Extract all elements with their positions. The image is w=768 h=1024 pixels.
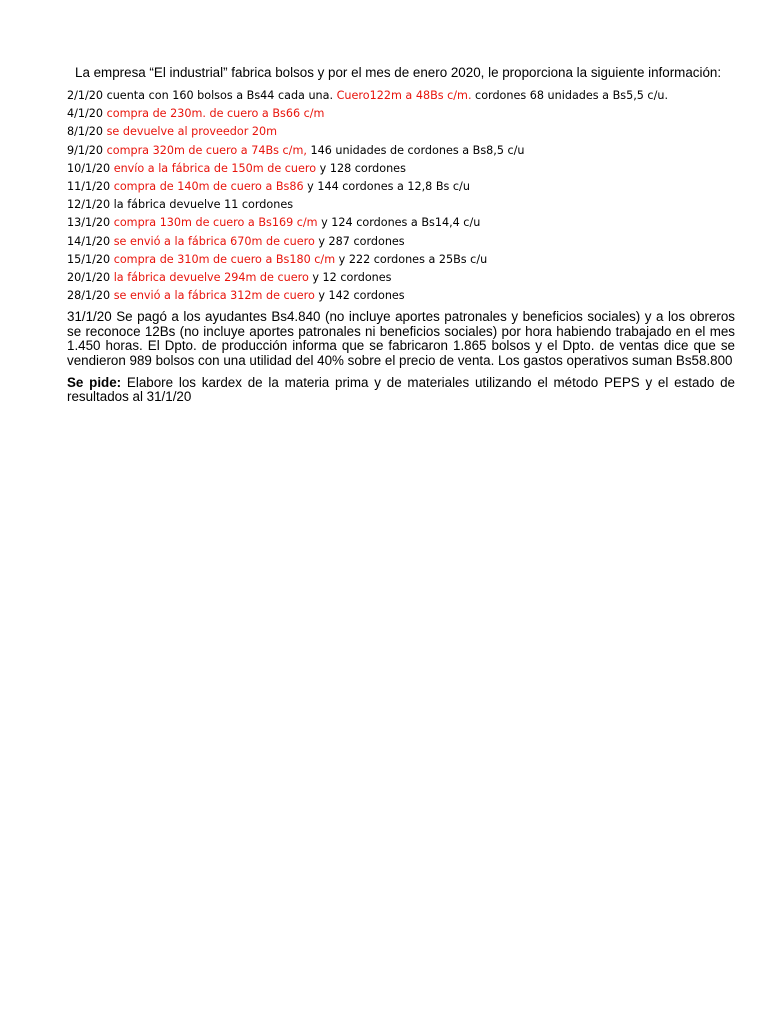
closing-paragraph: 31/1/20 Se pagó a los ayudantes Bs4.840 (no incluye aportes patronales y beneficios sociales) y a los obreros se reconoce 12Bs (no incluye aportes patronales ni beneficios sociales) por hora habiendo trabajado en el mes 1.450 horas. El Dpto. de producción informa que se fabricaron 1.865 bolsos y el Dpto. de ventas dice que se vendieron 989 bolsos con una utilidad del 40% sobre el precio de venta. Los gastos operativos suman Bs58.800 xyxy=(67,309,735,368)
transaction-text: 15/1/20 xyxy=(67,252,114,266)
transaction-text: 11/1/20 xyxy=(67,180,114,194)
transaction-line xyxy=(67,233,735,251)
transaction-line xyxy=(67,105,735,123)
transaction-text: cordones 68 unidades a Bs5,5 c/u. xyxy=(471,89,668,102)
transaction-text: y 222 cordones a 25Bs c/u xyxy=(335,252,488,266)
transaction-highlight: compra 130m de cuero a Bs169 c/m xyxy=(113,216,318,230)
request-label: Se pide: xyxy=(67,375,122,391)
transaction-text: 10/1/20 xyxy=(67,161,114,175)
transaction-highlight: compra 320m de cuero a 74Bs c/m, xyxy=(106,143,307,157)
transaction-line xyxy=(67,196,735,214)
transaction-line xyxy=(67,287,735,305)
transaction-text: 12/1/20 la fábrica devuelve 11 cordones xyxy=(67,198,294,212)
transaction-line xyxy=(67,269,735,287)
transaction-text: 28/1/20 xyxy=(67,289,114,303)
transaction-text: 4/1/20 xyxy=(67,107,107,121)
transaction-line xyxy=(67,123,735,141)
request-text: Elabore los kardex de la materia prima y de materiales utilizando el método PEPS y el estado de resultados al 31/1/20 xyxy=(67,375,736,405)
transaction-text: 146 unidades de cordones a Bs8,5 c/u xyxy=(306,143,525,157)
document-page xyxy=(67,66,735,405)
transaction-highlight: la fábrica devuelve 294m de cuero xyxy=(113,271,309,285)
transaction-text: 9/1/20 xyxy=(67,143,107,157)
intro-text: La empresa “El industrial” fabrica bolsos y por el mes de enero 2020, le proporciona la siguiente información: xyxy=(75,65,722,80)
transaction-text: y 12 cordones xyxy=(308,271,392,285)
transaction-highlight: se envió a la fábrica 312m de cuero xyxy=(113,289,315,303)
transaction-text: 14/1/20 xyxy=(67,234,114,248)
transaction-text: 20/1/20 xyxy=(67,271,114,285)
transaction-text: y 144 cordones a 12,8 Bs c/u xyxy=(303,180,470,194)
transaction-text: 8/1/20 xyxy=(67,125,107,139)
transaction-list xyxy=(67,87,735,305)
transaction-line xyxy=(67,178,735,196)
transaction-text: y 124 cordones a Bs14,4 c/u xyxy=(317,216,481,230)
transaction-highlight: compra de 230m. de cuero a Bs66 c/m xyxy=(106,107,325,121)
intro-paragraph xyxy=(67,66,735,80)
transaction-line xyxy=(67,214,735,232)
transaction-text: 2/1/20 cuenta con 160 bolsos a Bs44 cada una. xyxy=(67,89,337,102)
transaction-highlight: compra de 140m de cuero a Bs86 xyxy=(113,180,304,194)
transaction-highlight: se devuelve al proveedor 20m xyxy=(106,125,278,139)
transaction-highlight: Cuero122m a 48Bs c/m. xyxy=(336,89,472,102)
transaction-line xyxy=(67,251,735,269)
transaction-text: y 142 cordones xyxy=(314,289,405,303)
transaction-text: y 128 cordones xyxy=(316,161,406,175)
transaction-highlight: envío a la fábrica de 150m de cuero xyxy=(113,161,317,175)
transaction-line xyxy=(67,87,735,105)
transaction-text: y 287 cordones xyxy=(314,234,405,248)
transaction-line xyxy=(67,142,735,160)
transaction-highlight: se envió a la fábrica 670m de cuero xyxy=(113,234,315,248)
transaction-text: 13/1/20 xyxy=(67,216,114,230)
transaction-highlight: compra de 310m de cuero a Bs180 c/m xyxy=(113,252,336,266)
transaction-line xyxy=(67,160,735,178)
request-paragraph xyxy=(67,376,735,405)
